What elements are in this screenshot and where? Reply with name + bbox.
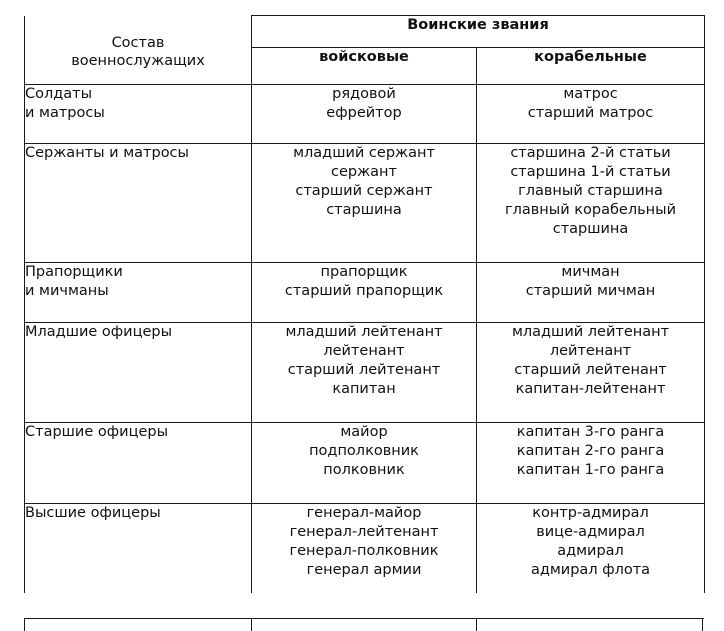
army-ranks-cell [252,263,477,323]
rank-name: лейтенант [323,343,405,359]
category-cell [25,423,252,504]
rank-name: прапорщик [320,264,408,280]
personnel-composition-header [25,16,252,85]
navy-ranks-column-header: корабельные [477,48,705,85]
rank-name: капитан 2-го ранга [516,443,665,459]
rank-name: адмирал флота [530,562,651,578]
column-divider-stub [24,618,25,631]
rank-name: старшина [552,221,629,237]
category-cell [25,144,252,263]
rank-name: рядовой [332,86,396,102]
column-divider-stub [702,618,703,631]
category-cell [25,323,252,423]
table-bottom-rule [24,618,704,619]
rank-name: подполковник [309,443,419,459]
category-line: Высшие офицеры [25,505,161,521]
rank-name: старший матрос [527,105,654,121]
corner-header-line-2: военнослужащих [71,52,205,69]
rank-name: капитан 3-го ранга [516,424,665,440]
rank-name: капитан 1-го ранга [516,462,665,478]
rank-name: контр-адмирал [532,505,649,521]
category-line: Сержанты и матросы [25,145,189,161]
rank-name: младший лейтенант [511,324,670,340]
military-ranks-group-header: Воинские звания [252,16,705,48]
rank-name: старшина [326,202,402,218]
corner-header-line-1: Состав [111,34,165,51]
rank-name: младший сержант [293,145,435,161]
category-line: Старшие офицеры [25,424,169,440]
navy-ranks-cell [477,85,705,144]
column-divider-stub [476,618,477,631]
rank-name: майор [340,424,388,440]
army-ranks-cell [252,323,477,423]
table-row [25,85,705,144]
rank-name: матрос [563,86,618,102]
rank-name: капитан [332,381,396,397]
category-line: Солдаты [25,86,93,102]
rank-name: полковник [323,462,405,478]
army-ranks-column-header: войсковые [252,48,477,85]
column-divider-stub [251,618,252,631]
rank-name: главный старшина [518,183,663,199]
category-cell [25,85,252,144]
rank-name: старшина 1-й статьи [510,164,671,180]
military-ranks-table [24,15,705,593]
navy-ranks-cell [477,423,705,504]
rank-name: ефрейтор [326,105,402,121]
rank-name: генерал-полковник [289,543,439,559]
table-row [25,423,705,504]
army-ranks-cell [252,144,477,263]
table-row [25,504,705,594]
rank-name: сержант [331,164,397,180]
header-row-top [25,16,705,48]
table-row [25,263,705,323]
navy-ranks-cell [477,263,705,323]
rank-name: генерал-лейтенант [289,524,439,540]
navy-ranks-cell [477,504,705,594]
rank-name: вице-адмирал [536,524,645,540]
rank-name: старший лейтенант [514,362,667,378]
navy-ranks-cell [477,144,705,263]
table-row [25,323,705,423]
navy-ranks-cell [477,323,705,423]
category-cell [25,504,252,594]
rank-name: капитан-лейтенант [515,381,666,397]
army-ranks-cell [252,423,477,504]
rank-name: старший мичман [525,283,656,299]
rank-name: главный корабельный [504,202,677,218]
rank-name: лейтенант [549,343,632,359]
rank-name: старший лейтенант [287,362,441,378]
army-ranks-cell [252,85,477,144]
rank-name: младший лейтенант [285,324,443,340]
rank-name: генерал армии [306,562,422,578]
rank-name: адмирал [557,543,624,559]
table-row [25,144,705,263]
army-ranks-cell [252,504,477,594]
category-line: и матросы [25,105,105,121]
category-line: Младшие офицеры [25,324,173,340]
rank-name: старший прапорщик [284,283,444,299]
rank-name: старшина 2-й статьи [510,145,671,161]
category-line: и мичманы [25,283,109,299]
rank-name: старший сержант [295,183,433,199]
category-cell [25,263,252,323]
category-line: Прапорщики [25,264,123,280]
rank-name: мичман [561,264,620,280]
rank-name: генерал-майор [306,505,422,521]
